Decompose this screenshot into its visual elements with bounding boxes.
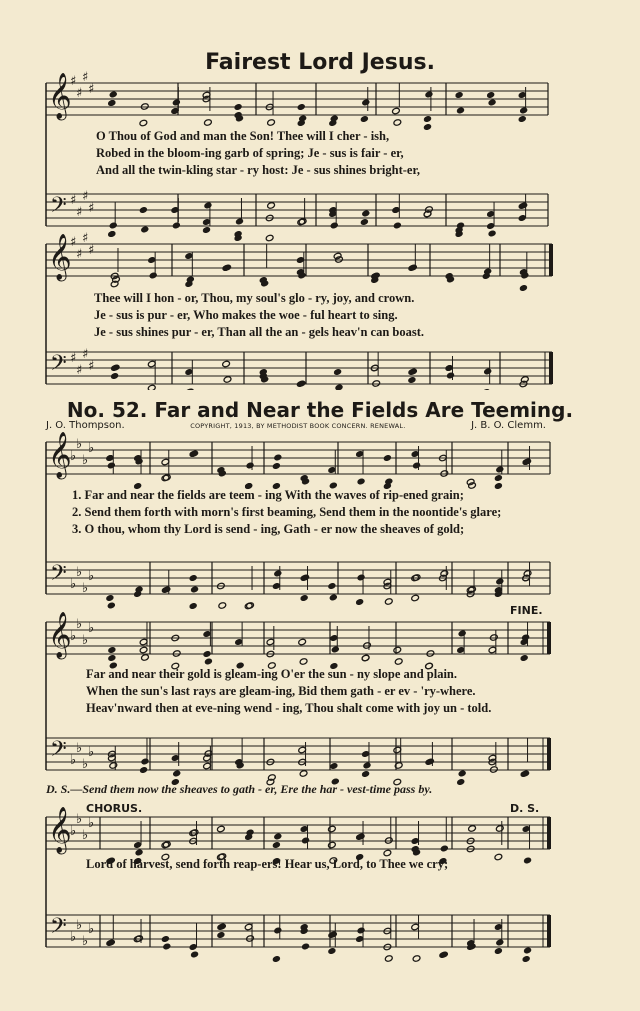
bass-clef-icon: 𝄢 [50,351,67,381]
note-head [490,634,499,641]
note-head [203,650,212,657]
lyric-verse-1: Thee will I hon - or, Thou, my soul's glo - ry, joy, and crown. [94,291,415,305]
note-head [300,594,309,601]
note-head [163,943,172,950]
note-head [246,602,255,609]
sharp-icon: ♯ [82,70,89,85]
note-head [412,462,421,469]
sharp-icon: ♯ [88,359,95,374]
lyric-block [86,856,640,873]
note-head [411,594,420,601]
sharp-icon: ♯ [82,347,89,362]
staff [46,738,550,770]
staff [46,817,550,849]
note-head [355,598,364,605]
note-head [172,650,181,657]
note-head [268,774,277,781]
note-head [139,646,148,653]
flat-icon: ♭ [76,812,83,827]
note-head [426,650,435,657]
flat-icon: ♭ [88,745,95,760]
note-head [217,825,226,832]
note-head [357,927,366,934]
flat-icon: ♭ [82,757,89,772]
note-head [274,927,283,934]
note-head [272,462,281,469]
note-head [458,770,467,777]
note-head [490,766,499,773]
sharp-icon: ♯ [88,82,95,97]
final-barline [547,915,551,947]
flat-icon: ♭ [70,753,77,768]
chorus-label: CHORUS. [86,802,143,815]
sharp-icon: ♯ [88,201,95,216]
lyric-verse-3: Je - sus shines pur - er, Than all the an - gels heav'n can boast. [94,325,425,339]
lyric-verse-2: 2. Send them forth with morn's first beaming, Send them in the noontide's glare; [72,505,502,519]
note-head [496,939,505,946]
note-head [298,638,307,645]
bass-clef-icon: 𝄢 [50,193,67,223]
staff [46,622,550,654]
lyric-verse-2: Robed in the bloom-ing garb of spring; Je - sus is fair - er, [96,146,404,160]
flat-icon: ♭ [70,629,77,644]
flat-icon: ♭ [76,565,83,580]
sharp-icon: ♯ [70,351,77,366]
note-head [272,955,281,962]
treble-clef-icon: 𝄞 [48,807,72,853]
final-barline [547,622,551,654]
lyric-block [86,666,640,717]
note-head [299,770,308,777]
fine-marker: FINE. [510,604,543,617]
note-head [394,658,403,665]
note-head [357,478,366,485]
composer-credit: J. B. O. Clemm. [471,420,546,431]
treble-clef-icon: 𝄞 [48,612,72,658]
note-head [274,570,283,577]
lyric-verse-2: When the sun's last rays are gleam-ing, Bid them gath - er ev - 'ry-where. [86,684,476,698]
sharp-icon: ♯ [82,231,89,246]
note-head [328,825,337,832]
note-head [190,586,199,593]
note-head [385,598,394,605]
treble-clef-icon: 𝄞 [48,432,72,478]
note-head [393,646,402,653]
lyric-verse-1: O Thou of God and man the Son! Thee will I cher - ish, [96,129,390,143]
note-head [217,931,226,938]
note-head [494,474,503,481]
flat-icon: ♭ [70,449,77,464]
note-head [357,574,366,581]
lyric-verse-3: And all the twin-kling star - ry host: Je - sus shines bright-er, [96,163,420,177]
note-head [440,845,449,852]
hymn-title: No. 52. Far and Near the Fields Are Teeming. [66,398,574,422]
note-head [246,462,255,469]
note-head [172,770,181,777]
note-head [385,955,394,962]
note-head [328,582,337,589]
bass-clef-icon: 𝄢 [50,914,67,944]
note-head [440,570,449,577]
sharp-icon: ♯ [70,235,77,250]
sharp-icon: ♯ [70,74,77,89]
note-head [363,762,372,769]
note-head [299,658,308,665]
sharp-icon: ♯ [76,247,83,262]
note-head [383,454,392,461]
treble-clef-icon: 𝄞 [48,234,72,280]
lyric-chorus: Lord of harvest, send forth reap-ers! Hear us, Lord, to Thee we cry; [86,857,449,871]
ds-marker: D. S. [510,802,540,815]
note-head [135,935,144,942]
note-head [329,594,338,601]
note-head [328,841,337,848]
final-barline [547,738,551,770]
note-head [272,841,281,848]
note-head [361,654,370,661]
lyric-verse-2: Je - sus is pur - er, Who makes the woe - ful heart to sing. [94,308,398,322]
sharp-icon: ♯ [70,193,77,208]
sharp-icon: ♯ [76,86,83,101]
flat-icon: ♭ [82,828,89,843]
note-head [218,602,227,609]
flat-icon: ♭ [76,617,83,632]
note-head [161,474,170,481]
note-head [190,951,199,958]
note-head [108,646,117,653]
note-head [163,841,172,848]
flat-icon: ♭ [76,741,83,756]
note-head [496,825,505,832]
note-head [189,602,198,609]
note-head [328,947,337,954]
note-head [458,630,467,637]
sharp-icon: ♯ [82,189,89,204]
note-head [107,602,116,609]
flat-icon: ♭ [88,621,95,636]
lyric-verse-1: Far and near their gold is gleam-ing O'er the sun - ny slope and plain. [86,667,458,681]
note-head [412,955,421,962]
flat-icon: ♭ [82,633,89,648]
lyric-verse-3: Heav'nward then at eve-ning wend - ing, Thou shalt come with joy un - told. [86,701,492,715]
note-head [189,574,198,581]
note-head [204,658,213,665]
sharp-icon: ♯ [76,205,83,220]
note-head [522,955,531,962]
treble-clef-icon: 𝄞 [48,73,72,119]
staff [46,442,550,474]
note-head [494,947,503,954]
lyric-block [72,487,640,538]
final-barline [547,817,551,849]
flat-icon: ♭ [76,918,83,933]
flat-icon: ♭ [82,581,89,596]
note-head [246,935,255,942]
note-head [331,646,340,653]
flat-icon: ♭ [88,441,95,456]
note-head [108,654,117,661]
copyright-notice: COPYRIGHT, 1913, BY METHODIST BOOK CONCERN. RENEWAL. [190,422,406,430]
note-head [468,825,477,832]
note-head [274,454,283,461]
flat-icon: ♭ [82,934,89,949]
bass-clef-icon: 𝄢 [50,737,67,767]
note-head [496,578,505,585]
flat-icon: ♭ [76,437,83,452]
bass-clef-icon: 𝄢 [50,561,67,591]
flat-icon: ♭ [88,569,95,584]
note-head [363,642,372,649]
note-head [385,837,394,844]
note-head [330,762,339,769]
lyric-verse-1: 1. Far and near the fields are teem - ing With the waves of rip-ened grain; [72,488,464,502]
ds-instruction: D. S.—Send them now the sheaves to gath - er, Ere the har - vest-time pass by. [46,782,433,796]
flat-icon: ♭ [82,453,89,468]
note-head [456,778,465,785]
hymn-title: Fairest Lord Jesus. [205,50,435,75]
note-head [274,833,283,840]
note-head [106,594,115,601]
note-head [161,935,170,942]
note-head [139,766,148,773]
author-credit: J. O. Thompson. [46,420,125,431]
note-head [523,947,532,954]
note-head [440,470,449,477]
note-head [496,466,505,473]
lyric-verse-3: 3. O thou, whom thy Lord is send - ing, Gath - er now the sheaves of gold; [72,522,465,536]
flat-icon: ♭ [70,824,77,839]
note-head [141,758,150,765]
note-head [107,462,116,469]
note-head [301,943,310,950]
flat-icon: ♭ [88,816,95,831]
note-head [361,770,370,777]
note-head [141,654,150,661]
note-head [301,837,310,844]
flat-icon: ♭ [70,930,77,945]
note-head [520,654,529,661]
note-head [109,762,118,769]
sharp-icon: ♯ [76,363,83,378]
flat-icon: ♭ [70,577,77,592]
flat-icon: ♭ [88,922,95,937]
sharp-icon: ♯ [88,243,95,258]
